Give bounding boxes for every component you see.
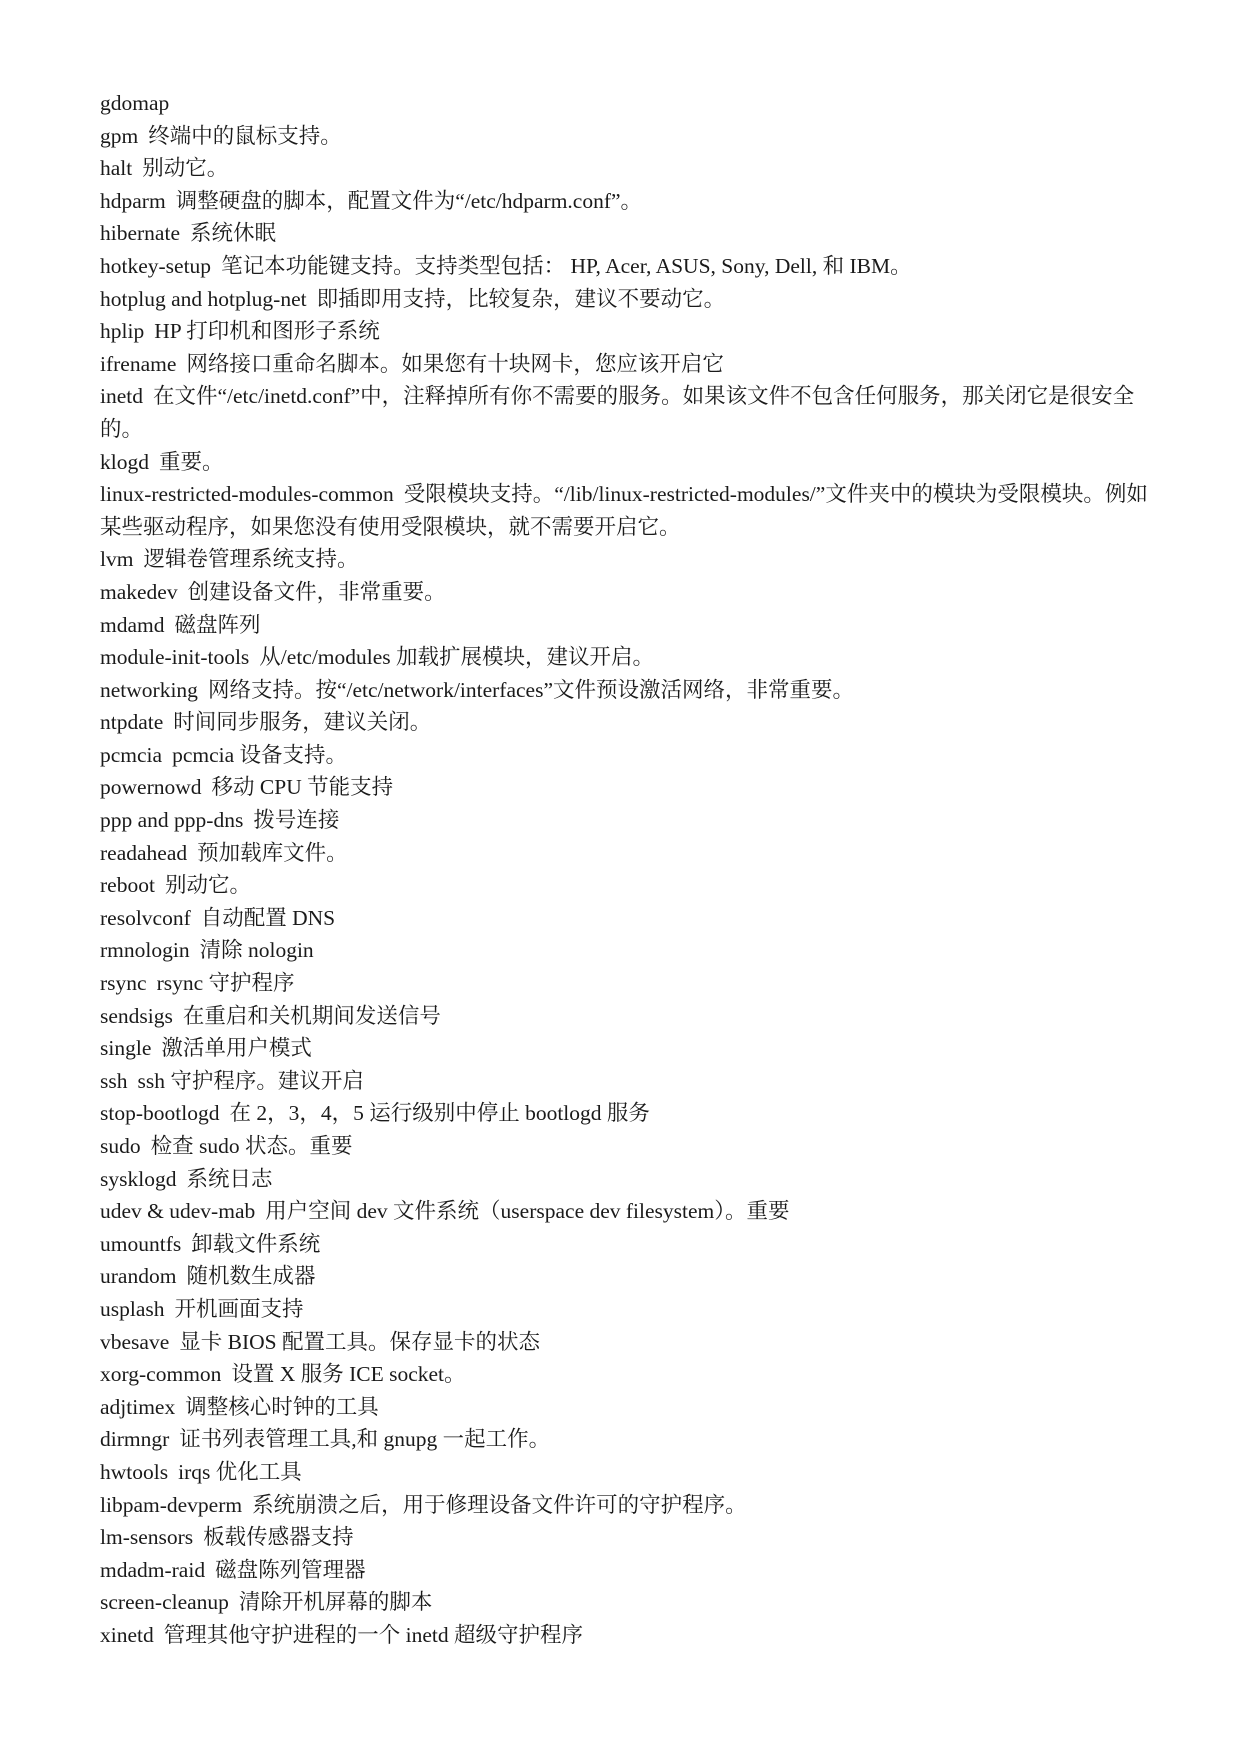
list-item	[100, 1586, 1160, 1619]
service-description: 系统日志	[186, 1166, 273, 1191]
list-item	[100, 706, 1160, 739]
list-item	[100, 869, 1160, 902]
list-item	[100, 380, 1160, 445]
service-name: hotplug and hotplug-net	[100, 286, 307, 311]
service-name: hdparm	[100, 188, 166, 213]
service-description: 笔记本功能键支持。支持类型包括： HP, Acer, ASUS, Sony, Dell, 和 IBM。	[221, 253, 912, 278]
service-description: irqs 优化工具	[178, 1459, 302, 1484]
service-name: mdamd	[100, 612, 165, 637]
list-item	[100, 1619, 1160, 1652]
service-name: hplip	[100, 319, 145, 344]
service-name: klogd	[100, 449, 149, 474]
service-description: 别动它。	[164, 873, 251, 898]
service-name: module-init-tools	[100, 645, 250, 670]
service-name: powernowd	[100, 775, 202, 800]
service-name: mdadm-raid	[100, 1557, 206, 1582]
list-item	[100, 771, 1160, 804]
list-item	[100, 902, 1160, 935]
service-name: resolvconf	[100, 905, 191, 930]
service-name: sysklogd	[100, 1166, 177, 1191]
list-item	[100, 1130, 1160, 1163]
service-description: 磁盘阵列	[174, 612, 261, 637]
service-name: ifrename	[100, 351, 177, 376]
service-description: 清除 nologin	[199, 938, 314, 963]
service-description: 自动配置 DNS	[200, 905, 336, 930]
service-description: 终端中的鼠标支持。	[148, 123, 342, 148]
list-item	[100, 478, 1160, 543]
service-description: 预加载库文件。	[197, 840, 348, 865]
service-name: reboot	[100, 873, 155, 898]
service-name: ntpdate	[100, 710, 164, 735]
service-name: dirmngr	[100, 1427, 170, 1452]
service-description: 随机数生成器	[186, 1264, 316, 1289]
service-name: rsync	[100, 971, 147, 996]
list-item	[100, 1097, 1160, 1130]
service-name: makedev	[100, 579, 178, 604]
service-description: 系统休眠	[190, 221, 277, 246]
service-description: 磁盘陈列管理器	[215, 1557, 366, 1582]
list-item	[100, 934, 1160, 967]
service-name: networking	[100, 677, 198, 702]
list-item	[100, 543, 1160, 576]
list-item	[100, 804, 1160, 837]
list-item	[100, 1358, 1160, 1391]
list-item	[100, 446, 1160, 479]
service-name: inetd	[100, 384, 143, 409]
list-item	[100, 1423, 1160, 1456]
list-item	[100, 348, 1160, 381]
service-description: 在文件“/etc/inetd.conf”中，注释掉所有你不需要的服务。如果该文件不包含任何服务，那关闭它是很安全的。	[100, 384, 1135, 441]
service-name: lm-sensors	[100, 1525, 194, 1550]
service-description: 逻辑卷管理系统支持。	[143, 547, 359, 572]
service-description: 受限模块支持。“/lib/linux-restricted-modules/”文件夹中的模块为受限模块。例如某些驱动程序，如果您没有使用受限模块，就不需要开启它。	[100, 482, 1148, 539]
service-name: urandom	[100, 1264, 177, 1289]
list-item	[100, 1260, 1160, 1293]
list-item	[100, 1521, 1160, 1554]
service-description: 即插即用支持，比较复杂，建议不要动它。	[316, 286, 726, 311]
service-name: usplash	[100, 1296, 165, 1321]
service-description: 管理其他守护进程的一个 inetd 超级守护程序	[163, 1622, 583, 1647]
list-item	[100, 315, 1160, 348]
service-description: 清除开机屏幕的脚本	[238, 1590, 433, 1615]
service-name: halt	[100, 156, 133, 181]
list-item	[100, 152, 1160, 185]
service-description: 在重启和关机期间发送信号	[182, 1003, 441, 1028]
service-name: screen-cleanup	[100, 1590, 229, 1615]
service-description: 证书列表管理工具,和 gnupg 一起工作。	[179, 1427, 551, 1452]
service-name: readahead	[100, 840, 188, 865]
list-item	[100, 1032, 1160, 1065]
list-item	[100, 609, 1160, 642]
document-page	[100, 87, 1160, 1652]
service-description: 拨号连接	[253, 808, 340, 833]
service-description: rsync 守护程序	[156, 971, 295, 996]
list-item	[100, 1163, 1160, 1196]
service-name: sendsigs	[100, 1003, 173, 1028]
service-description: 设置 X 服务 ICE socket。	[231, 1362, 466, 1387]
service-description: 网络支持。按“/etc/network/interfaces”文件预设激活网络，非常重要。	[207, 677, 855, 702]
service-name: libpam-devperm	[100, 1492, 243, 1517]
list-item	[100, 837, 1160, 870]
service-description: 检查 sudo 状态。重要	[150, 1134, 353, 1158]
list-item	[100, 217, 1160, 250]
service-name: single	[100, 1036, 152, 1061]
list-item	[100, 87, 1160, 120]
list-item	[100, 250, 1160, 283]
service-name: xinetd	[100, 1622, 154, 1647]
service-name: sudo	[100, 1134, 141, 1158]
service-description: 别动它。	[142, 156, 229, 181]
list-item	[100, 1456, 1160, 1489]
list-item	[100, 1065, 1160, 1098]
service-name: xorg-common	[100, 1362, 222, 1387]
service-description: 从/etc/modules 加载扩展模块，建议开启。	[259, 645, 655, 670]
service-name: ssh	[100, 1068, 128, 1093]
service-description: 创建设备文件，非常重要。	[187, 579, 446, 604]
service-name: pcmcia	[100, 742, 163, 767]
service-description: 显卡 BIOS 配置工具。保存显卡的状态	[179, 1329, 540, 1354]
service-description: 在 2，3，4，5 运行级别中停止 bootlogd 服务	[229, 1101, 650, 1126]
list-item	[100, 1391, 1160, 1424]
service-name: linux-restricted-modules-common	[100, 482, 394, 507]
service-name: ppp and ppp-dns	[100, 808, 244, 833]
service-description: 系统崩溃之后，用于修理设备文件许可的守护程序。	[252, 1492, 747, 1517]
list-item	[100, 674, 1160, 707]
service-description: 调整核心时钟的工具	[185, 1394, 379, 1419]
service-description: HP 打印机和图形子系统	[154, 319, 380, 344]
list-item	[100, 185, 1160, 218]
service-description: 调整硬盘的脚本，配置文件为“/etc/hdparm.conf”。	[175, 188, 643, 213]
list-item	[100, 283, 1160, 316]
list-item	[100, 1195, 1160, 1228]
service-description: ssh 守护程序。建议开启	[137, 1068, 364, 1093]
service-name: umountfs	[100, 1231, 182, 1256]
service-description: 时间同步服务，建议关闭。	[173, 710, 432, 735]
list-item	[100, 576, 1160, 609]
list-item	[100, 1000, 1160, 1033]
service-description: 用户空间 dev 文件系统（userspace dev filesystem）。重要	[265, 1199, 790, 1224]
service-name: udev & udev-mab	[100, 1199, 256, 1224]
service-name: gpm	[100, 123, 139, 148]
list-item	[100, 967, 1160, 1000]
service-description: 重要。	[158, 449, 224, 474]
list-item	[100, 1554, 1160, 1587]
list-item	[100, 641, 1160, 674]
service-name: gdomap	[100, 91, 170, 115]
list-item	[100, 1293, 1160, 1326]
service-description: pcmcia 设备支持。	[172, 742, 348, 767]
service-name: hibernate	[100, 221, 180, 246]
service-description: 板载传感器支持	[203, 1525, 354, 1550]
service-name: hwtools	[100, 1459, 169, 1484]
list-item	[100, 739, 1160, 772]
service-name: vbesave	[100, 1329, 170, 1354]
service-description: 网络接口重命名脚本。如果您有十块网卡，您应该开启它	[186, 351, 724, 376]
service-description: 移动 CPU 节能支持	[211, 775, 394, 800]
service-description: 激活单用户模式	[161, 1036, 312, 1061]
service-name: rmnologin	[100, 938, 190, 963]
service-description: 卸载文件系统	[191, 1231, 321, 1256]
service-name: adjtimex	[100, 1394, 176, 1419]
list-item	[100, 120, 1160, 153]
list-item	[100, 1489, 1160, 1522]
service-name: stop-bootlogd	[100, 1101, 220, 1126]
service-name: lvm	[100, 547, 134, 572]
service-description: 开机画面支持	[174, 1296, 304, 1321]
list-item	[100, 1326, 1160, 1359]
service-name: hotkey-setup	[100, 253, 212, 278]
list-item	[100, 1228, 1160, 1261]
